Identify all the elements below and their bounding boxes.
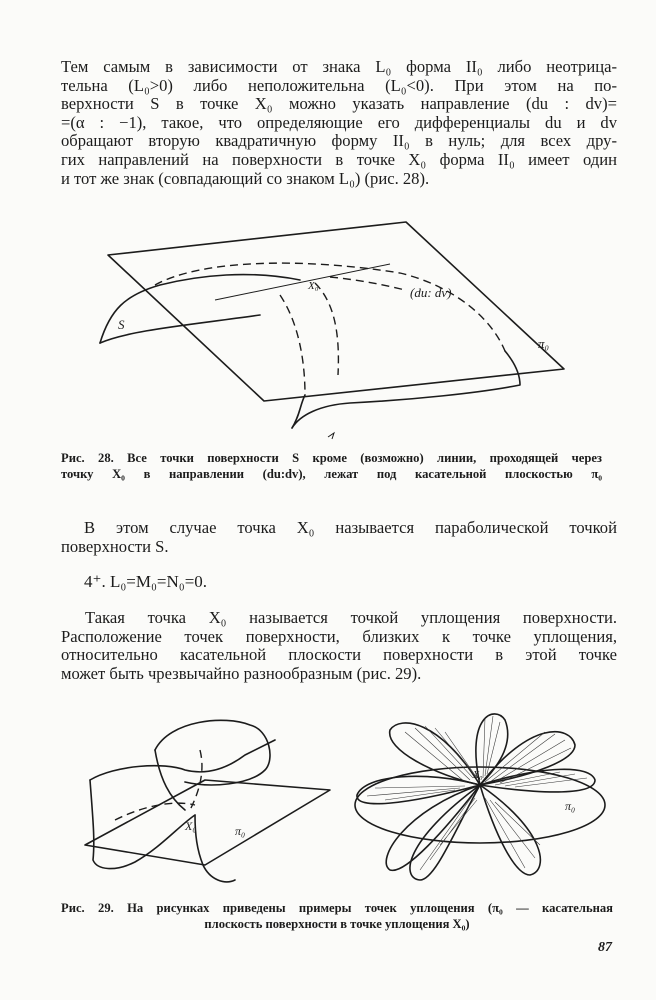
flatten-line: Расположение точек поверхности, близких к точке уплощения, xyxy=(61,626,617,646)
intro-line: =(α : −1), такое, что определяющие его дифференциалы du и dv xyxy=(61,112,617,132)
page-number: 87 xyxy=(598,940,612,955)
caption-line: точку X₀ в направлении (du:dv), лежат под касательной плоскостью π₀ xyxy=(61,467,602,481)
label-s: S xyxy=(118,317,125,332)
flatten-line: относительно касательной плоскости поверхности в этой точке xyxy=(61,645,617,665)
surface-s-edge xyxy=(100,275,300,343)
surface-hidden-edge xyxy=(315,283,338,375)
left-label-pi0: π₀ xyxy=(235,824,246,838)
caption-line: Рис. 29. На рисунках приведены примеры точек уплощения (π₀ — касательная xyxy=(61,901,613,915)
parabolic-line: поверхности S. xyxy=(61,536,169,556)
figure-29-left xyxy=(75,710,375,890)
intro-line: обращают вторую квадратичную форму II₀ в нуль; для всех дру- xyxy=(61,131,617,151)
left-label-x0: X₀ xyxy=(185,819,197,833)
intro-line: гих направлений на поверхности в точке X₀ форма II₀ имеет один xyxy=(61,149,617,169)
right-label-x0: X₀ xyxy=(473,770,483,781)
parabolic-paragraph xyxy=(61,518,617,556)
flatten-line: Такая точка X₀ называется точкой уплощения поверхности. xyxy=(85,608,617,627)
intro-line: тельна (L₀>0) либо неположительна (L₀<0). При этом на по- xyxy=(61,75,617,95)
right-label-pi0: π₀ xyxy=(565,799,576,813)
left-surface-edge xyxy=(90,740,275,780)
label-pi0: π₀ xyxy=(538,336,550,351)
figure-29-right xyxy=(345,710,615,890)
intro-line: и тот же знак (совпадающий со знаком L₀) (рис. 28). xyxy=(61,168,430,188)
figure-28 xyxy=(0,215,656,445)
surface-s-edge xyxy=(292,351,520,428)
caption-line: Рис. 28. Все точки поверхности S кроме (возможно) линии, проходящей через xyxy=(61,451,602,465)
flatten-line: может быть чрезвычайно разнообразным (рис. 29). xyxy=(61,663,422,683)
surface-tip-mark xyxy=(328,433,334,439)
tangent-plane-pi0 xyxy=(108,222,564,401)
direction-line-hidden xyxy=(330,277,405,290)
surface-s-edge xyxy=(292,395,305,428)
left-surface-edge xyxy=(195,815,235,882)
flatten-condition-formula: 4⁺. L₀=M₀=N₀=0. xyxy=(84,572,208,591)
figure-29-caption xyxy=(61,900,613,932)
label-direction: (du: dv) xyxy=(410,285,452,300)
parabolic-line: В этом случае точка X₀ называется параболической точкой xyxy=(84,518,617,537)
intro-line: Тем самым в зависимости от знака L₀ форма II₀ либо неотрица- xyxy=(61,57,617,76)
left-tangent-plane xyxy=(85,780,330,865)
intro-line: верхности S в точке X₀ можно указать направление (du : dv)= xyxy=(61,94,617,114)
surface-hidden-edge xyxy=(280,295,305,395)
intro-paragraph xyxy=(61,58,617,188)
figure-28-caption xyxy=(61,450,602,482)
left-surface-edge xyxy=(155,750,185,810)
caption-line: плоскость поверхности в точке уплощения X₀) xyxy=(204,917,470,931)
label-x0: X₀ xyxy=(308,280,319,292)
left-hidden-edge xyxy=(115,750,202,820)
left-surface-edge xyxy=(155,720,270,785)
flatten-paragraph xyxy=(61,609,617,683)
petal-surfaces xyxy=(357,714,595,880)
